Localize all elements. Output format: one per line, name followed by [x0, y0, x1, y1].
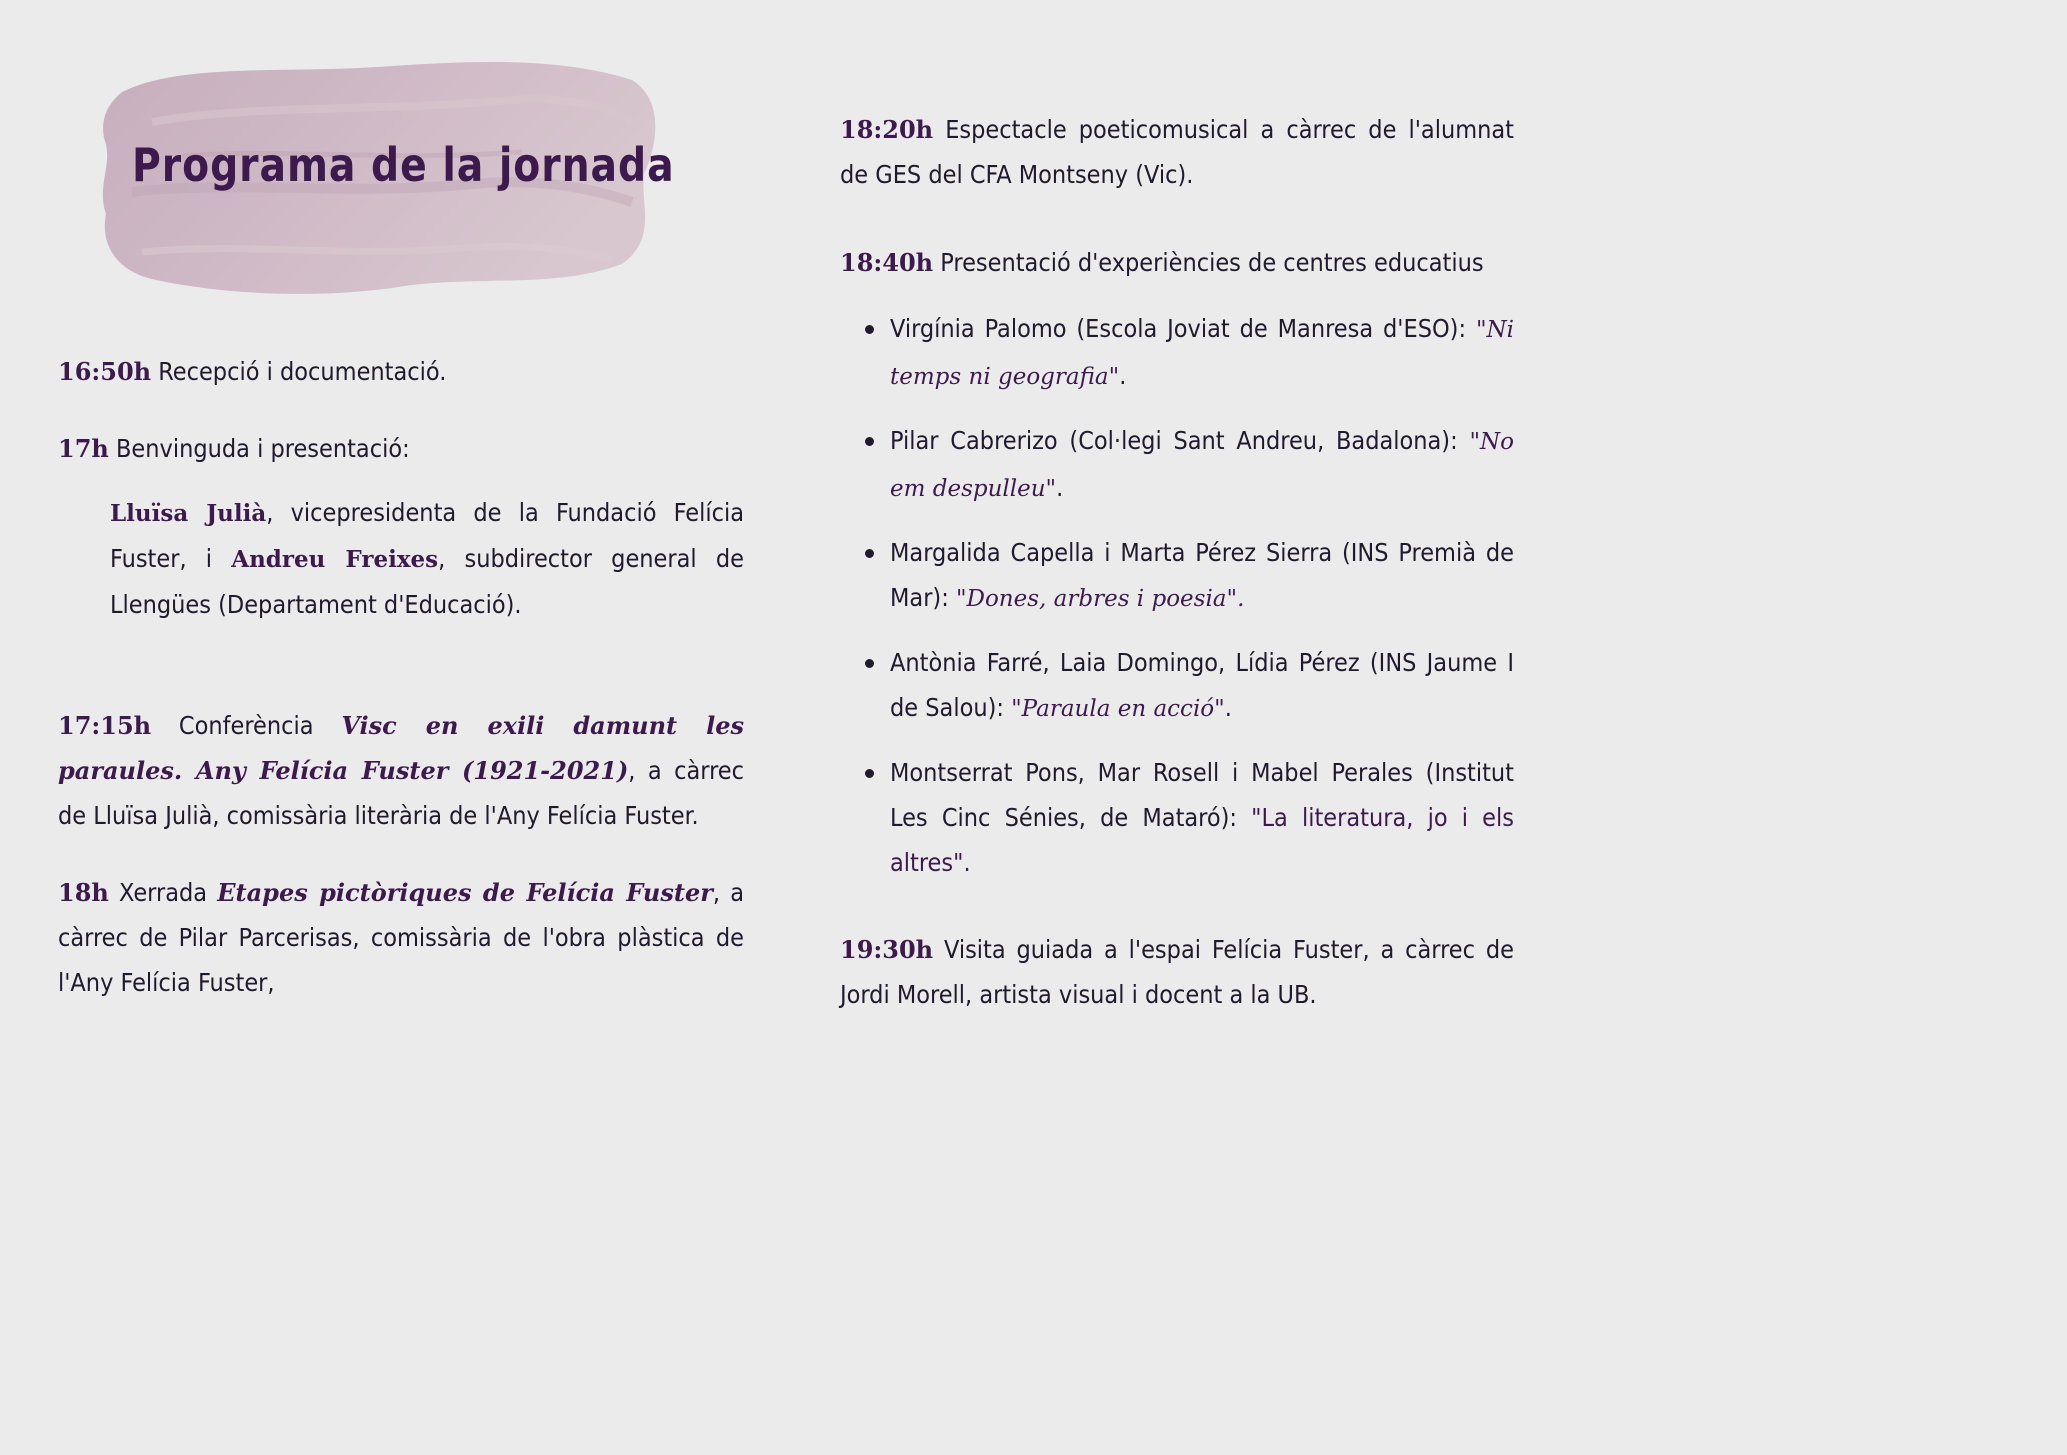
- conference-title: Visc en exili damunt les paraules. Any Felícia Fuster (1921-2021): [58, 711, 745, 785]
- entry-text: , a càrrec de Lluïsa Julià, comissària literària de l'Any Felícia Fuster.: [58, 756, 744, 830]
- item-end: .: [1119, 361, 1127, 390]
- left-column: [58, 349, 744, 1005]
- welcome-speakers: [110, 490, 744, 627]
- bullet-icon: [865, 549, 874, 558]
- item-quote: "Dones, arbres i poesia".: [955, 586, 1245, 612]
- item-end: .: [1224, 693, 1232, 722]
- list-item: [840, 418, 1514, 512]
- talk-title: Etapes pictòriques de Felícia Fuster: [217, 878, 713, 907]
- bullet-icon: [865, 769, 874, 778]
- item-end: .: [1056, 473, 1064, 502]
- schedule-entry-18: [58, 870, 744, 1005]
- item-text: Montserrat Pons, Mar Rosell i Mabel Perales (Institut Les Cinc Sénies, de Mataró):: [890, 758, 1514, 832]
- experiences-list: [840, 306, 1514, 885]
- item-text: Virgínia Palomo (Escola Joviat de Manresa d'ESO):: [890, 314, 1476, 343]
- entry-time: 18:20h: [840, 115, 934, 144]
- entry-text: Conferència: [151, 711, 342, 740]
- bullet-icon: [865, 325, 874, 334]
- speaker-role: , vicepresidenta de la Fundació Felícia Fuster, i: [110, 498, 744, 573]
- schedule-entry-17: [58, 426, 744, 471]
- list-item: [840, 750, 1514, 885]
- entry-text: Visita guiada a l'espai Felícia Fuster, a càrrec de Jordi Morell, artista visual i docent a la UB.: [840, 935, 1514, 1009]
- list-item: [840, 306, 1514, 400]
- entry-time: 19:30h: [840, 935, 934, 964]
- list-item: [840, 530, 1514, 622]
- item-quote: "Ni temps ni geografia": [890, 317, 1514, 390]
- entry-time: 18:40h: [840, 248, 934, 277]
- bullet-icon: [865, 437, 874, 446]
- item-quote: "No em despulleu": [890, 429, 1514, 502]
- right-column: [840, 107, 1514, 1017]
- schedule-entry-1650: [58, 349, 744, 394]
- item-quote: "Paraula en acció": [1011, 696, 1225, 722]
- schedule-entry-1715: [58, 703, 744, 838]
- entry-text: Recepció i documentació.: [151, 357, 447, 386]
- entry-text: Presentació d'experiències de centres educatius: [933, 248, 1484, 277]
- speaker-name: Andreu Freixes: [231, 546, 439, 573]
- entry-text: Xerrada: [108, 878, 218, 907]
- speaker-role: , subdirector general de Llengües (Departament d'Educació).: [110, 544, 744, 619]
- item-text: Margalida Capella i Marta Pérez Sierra (INS Premià de Mar):: [890, 538, 1514, 612]
- entry-text: , a càrrec de Pilar Parcerisas, comissària de l'obra plàstica de l'Any Felícia Fuster,: [58, 878, 744, 997]
- speaker-name: Lluïsa Julià: [110, 500, 267, 527]
- entry-time: 17h: [58, 434, 109, 463]
- item-text: Antònia Farré, Laia Domingo, Lídia Pérez (INS Jaume I de Salou):: [890, 648, 1514, 722]
- page-title: Programa de la jornada: [132, 138, 675, 192]
- entry-time: 16:50h: [58, 357, 152, 386]
- bullet-icon: [865, 659, 874, 668]
- schedule-entry-1840: [840, 240, 1514, 285]
- entry-time: 17:15h: [58, 711, 152, 740]
- list-item: [840, 640, 1514, 732]
- schedule-entry-1930: [840, 927, 1514, 1017]
- entry-text: Benvinguda i presentació:: [108, 434, 410, 463]
- entry-time: 18h: [58, 878, 109, 907]
- schedule-entry-1820: [840, 107, 1514, 197]
- entry-text: Espectacle poeticomusical a càrrec de l'alumnat de GES del CFA Montseny (Vic).: [840, 115, 1514, 189]
- item-quote: "La literatura, jo i els altres".: [890, 803, 1514, 877]
- item-text: Pilar Cabrerizo (Col·legi Sant Andreu, Badalona):: [890, 426, 1470, 455]
